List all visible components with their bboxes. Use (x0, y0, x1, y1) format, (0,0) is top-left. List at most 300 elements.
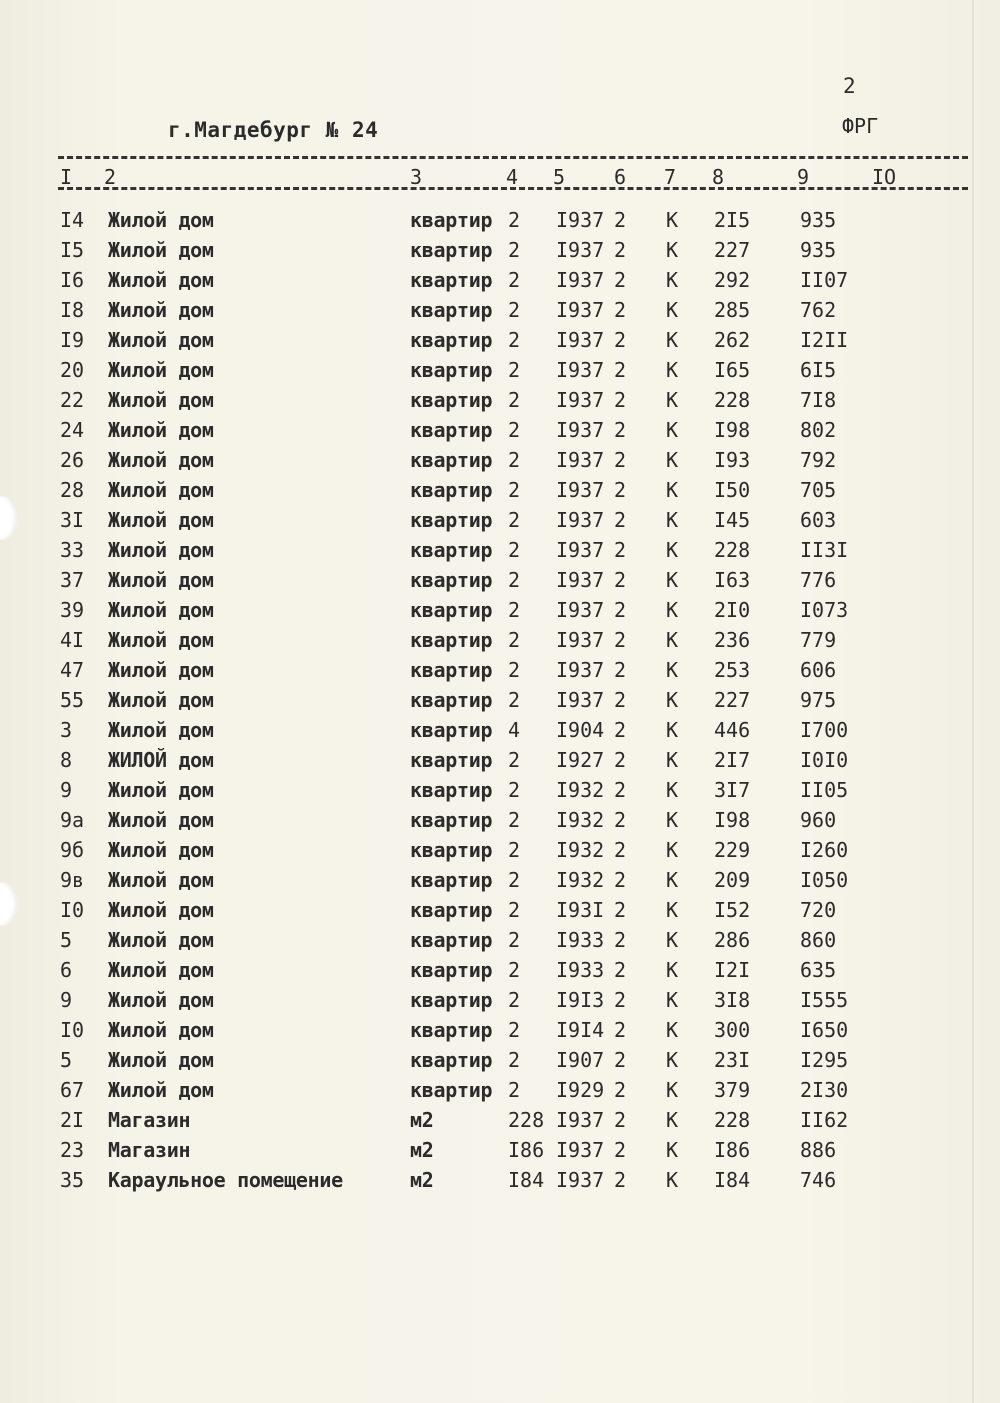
cell-year: I932 (556, 808, 605, 832)
cell-item-number: 28 (60, 478, 85, 502)
cell-area: 3I8 (714, 988, 751, 1012)
table-row (0, 1135, 1000, 1165)
cell-category: К (666, 1138, 679, 1162)
cell-area: 228 (714, 538, 751, 562)
cell-category: К (666, 1078, 679, 1102)
cell-area: 228 (714, 388, 751, 412)
cell-category: К (666, 238, 679, 262)
cell-quantity: 2 (508, 628, 521, 652)
cell-year: I937 (556, 1138, 605, 1162)
cell-year: I937 (556, 1168, 605, 1192)
cell-year: I937 (556, 1108, 605, 1132)
cell-year: I937 (556, 388, 605, 412)
cell-year: I937 (556, 208, 605, 232)
cell-area: I93 (714, 448, 751, 472)
cell-unit: квартир (410, 658, 493, 682)
table-row (0, 985, 1000, 1015)
cell-item-number: 22 (60, 388, 85, 412)
cell-quantity: 2 (508, 688, 521, 712)
cell-value: I2II (800, 328, 849, 352)
cell-object-name: Жилой дом (108, 478, 214, 502)
cell-unit: квартир (410, 928, 493, 952)
cell-item-number: I0 (60, 898, 85, 922)
cell-year: I937 (556, 478, 605, 502)
cell-item-number: 33 (60, 538, 85, 562)
cell-quantity: 2 (508, 538, 521, 562)
cell-object-name: Жилой дом (108, 208, 214, 232)
cell-quantity: 2 (508, 358, 521, 382)
cell-value: 606 (800, 658, 837, 682)
column-header: I (60, 165, 73, 189)
cell-category: К (666, 568, 679, 592)
cell-value: I0I0 (800, 748, 849, 772)
cell-quantity: 2 (508, 508, 521, 532)
cell-code-6: 2 (614, 1018, 627, 1042)
cell-year: I907 (556, 1048, 605, 1072)
cell-item-number: I5 (60, 238, 85, 262)
cell-quantity: 2 (508, 838, 521, 862)
table-row (0, 595, 1000, 625)
cell-object-name: Жилой дом (108, 628, 214, 652)
cell-quantity: 2 (508, 808, 521, 832)
cell-object-name: Жилой дом (108, 508, 214, 532)
cell-value: 792 (800, 448, 837, 472)
cell-code-6: 2 (614, 838, 627, 862)
cell-year: I93I (556, 898, 605, 922)
country-code: ФРГ (842, 114, 879, 138)
cell-item-number: 5 (60, 1048, 73, 1072)
column-header: 2 (104, 165, 117, 189)
table-body (0, 205, 1000, 1195)
cell-code-6: 2 (614, 958, 627, 982)
cell-area: 3I7 (714, 778, 751, 802)
table-row (0, 445, 1000, 475)
cell-object-name: Жилой дом (108, 388, 214, 412)
column-header: 5 (553, 165, 566, 189)
cell-item-number: 26 (60, 448, 85, 472)
cell-item-number: 9в (60, 868, 85, 892)
cell-category: К (666, 328, 679, 352)
cell-value: 960 (800, 808, 837, 832)
cell-area: 236 (714, 628, 751, 652)
table-row (0, 385, 1000, 415)
cell-year: I937 (556, 538, 605, 562)
cell-item-number: 3 (60, 718, 73, 742)
column-header: 3 (410, 165, 423, 189)
cell-value: II07 (800, 268, 849, 292)
column-header: IO (872, 165, 897, 189)
cell-category: К (666, 1048, 679, 1072)
cell-category: К (666, 598, 679, 622)
cell-unit: квартир (410, 508, 493, 532)
cell-unit: квартир (410, 418, 493, 442)
cell-quantity: 2 (508, 1048, 521, 1072)
cell-object-name: Жилой дом (108, 568, 214, 592)
cell-quantity: 2 (508, 568, 521, 592)
cell-year: I933 (556, 928, 605, 952)
cell-value: 6I5 (800, 358, 837, 382)
table-row (0, 715, 1000, 745)
cell-code-6: 2 (614, 1108, 627, 1132)
cell-object-name: Жилой дом (108, 268, 214, 292)
cell-year: I937 (556, 688, 605, 712)
cell-item-number: 9 (60, 778, 73, 802)
cell-unit: квартир (410, 628, 493, 652)
cell-code-6: 2 (614, 448, 627, 472)
cell-code-6: 2 (614, 598, 627, 622)
cell-item-number: I0 (60, 1018, 85, 1042)
cell-value: 975 (800, 688, 837, 712)
cell-value: I700 (800, 718, 849, 742)
cell-year: I932 (556, 868, 605, 892)
cell-year: I937 (556, 598, 605, 622)
cell-category: К (666, 508, 679, 532)
cell-category: К (666, 1018, 679, 1042)
cell-area: I45 (714, 508, 751, 532)
cell-quantity: I84 (508, 1168, 545, 1192)
cell-object-name: Жилой дом (108, 838, 214, 862)
cell-quantity: 2 (508, 328, 521, 352)
cell-object-name: Жилой дом (108, 598, 214, 622)
cell-unit: квартир (410, 1078, 493, 1102)
cell-object-name: Жилой дом (108, 868, 214, 892)
cell-area: I86 (714, 1138, 751, 1162)
cell-unit: квартир (410, 838, 493, 862)
cell-item-number: 9а (60, 808, 85, 832)
cell-year: I933 (556, 958, 605, 982)
cell-area: 229 (714, 838, 751, 862)
cell-code-6: 2 (614, 568, 627, 592)
cell-category: К (666, 958, 679, 982)
column-header: 4 (506, 165, 519, 189)
cell-item-number: 2I (60, 1108, 85, 1132)
cell-object-name: Жилой дом (108, 448, 214, 472)
cell-object-name: Жилой дом (108, 538, 214, 562)
cell-quantity: 2 (508, 238, 521, 262)
cell-value: I260 (800, 838, 849, 862)
cell-year: I937 (556, 508, 605, 532)
table-row (0, 805, 1000, 835)
table-row (0, 775, 1000, 805)
cell-value: II62 (800, 1108, 849, 1132)
column-header: 7 (664, 165, 677, 189)
cell-year: I937 (556, 628, 605, 652)
cell-code-6: 2 (614, 1168, 627, 1192)
cell-area: 446 (714, 718, 751, 742)
cell-unit: квартир (410, 238, 493, 262)
cell-unit: м2 (410, 1168, 434, 1192)
cell-value: 2I30 (800, 1078, 849, 1102)
cell-value: 935 (800, 208, 837, 232)
cell-area: I98 (714, 808, 751, 832)
table-row (0, 685, 1000, 715)
cell-value: 746 (800, 1168, 837, 1192)
cell-year: I904 (556, 718, 605, 742)
cell-quantity: 2 (508, 1078, 521, 1102)
cell-unit: квартир (410, 208, 493, 232)
table-row (0, 745, 1000, 775)
cell-category: К (666, 1108, 679, 1132)
cell-item-number: 55 (60, 688, 85, 712)
cell-unit: квартир (410, 718, 493, 742)
table-row (0, 1045, 1000, 1075)
column-header: 9 (797, 165, 810, 189)
cell-quantity: 2 (508, 748, 521, 772)
cell-quantity: 2 (508, 778, 521, 802)
cell-year: I937 (556, 358, 605, 382)
cell-object-name: Жилой дом (108, 928, 214, 952)
cell-category: К (666, 718, 679, 742)
cell-code-6: 2 (614, 718, 627, 742)
cell-value: 776 (800, 568, 837, 592)
table-row (0, 1105, 1000, 1135)
cell-quantity: 2 (508, 208, 521, 232)
cell-year: I932 (556, 778, 605, 802)
cell-object-name: Жилой дом (108, 808, 214, 832)
cell-category: К (666, 298, 679, 322)
cell-code-6: 2 (614, 418, 627, 442)
cell-code-6: 2 (614, 898, 627, 922)
cell-item-number: 35 (60, 1168, 85, 1192)
cell-code-6: 2 (614, 748, 627, 772)
table-row (0, 415, 1000, 445)
cell-item-number: 37 (60, 568, 85, 592)
table-row (0, 505, 1000, 535)
cell-code-6: 2 (614, 1078, 627, 1102)
cell-category: К (666, 538, 679, 562)
cell-item-number: 24 (60, 418, 85, 442)
cell-code-6: 2 (614, 238, 627, 262)
cell-category: К (666, 838, 679, 862)
cell-code-6: 2 (614, 778, 627, 802)
cell-item-number: 3I (60, 508, 85, 532)
cell-value: 802 (800, 418, 837, 442)
cell-area: I98 (714, 418, 751, 442)
cell-object-name: Караульное помещение (108, 1168, 343, 1192)
cell-unit: квартир (410, 598, 493, 622)
cell-area: I2I (714, 958, 751, 982)
cell-quantity: 2 (508, 898, 521, 922)
cell-code-6: 2 (614, 628, 627, 652)
cell-object-name: Жилой дом (108, 658, 214, 682)
cell-item-number: 5 (60, 928, 73, 952)
table-row (0, 1075, 1000, 1105)
cell-item-number: I6 (60, 268, 85, 292)
cell-area: 292 (714, 268, 751, 292)
cell-value: II05 (800, 778, 849, 802)
cell-year: I937 (556, 328, 605, 352)
cell-value: I073 (800, 598, 849, 622)
table-row (0, 895, 1000, 925)
cell-unit: квартир (410, 808, 493, 832)
cell-year: I937 (556, 448, 605, 472)
cell-unit: квартир (410, 748, 493, 772)
column-header: 8 (712, 165, 725, 189)
cell-area: 262 (714, 328, 751, 352)
cell-quantity: 2 (508, 598, 521, 622)
cell-quantity: 2 (508, 298, 521, 322)
cell-item-number: 8 (60, 748, 73, 772)
cell-object-name: Жилой дом (108, 418, 214, 442)
cell-value: I650 (800, 1018, 849, 1042)
cell-area: 2I7 (714, 748, 751, 772)
cell-area: 379 (714, 1078, 751, 1102)
cell-item-number: 67 (60, 1078, 85, 1102)
cell-year: I937 (556, 268, 605, 292)
cell-area: 285 (714, 298, 751, 322)
cell-code-6: 2 (614, 328, 627, 352)
cell-category: К (666, 748, 679, 772)
cell-object-name: Жилой дом (108, 328, 214, 352)
table-row (0, 205, 1000, 235)
cell-object-name: Жилой дом (108, 238, 214, 262)
table-row (0, 295, 1000, 325)
cell-category: К (666, 898, 679, 922)
cell-item-number: 6 (60, 958, 73, 982)
cell-category: К (666, 658, 679, 682)
table-row (0, 655, 1000, 685)
page-number: 2 (843, 74, 856, 98)
cell-category: К (666, 1168, 679, 1192)
cell-code-6: 2 (614, 508, 627, 532)
cell-quantity: 2 (508, 868, 521, 892)
table-row (0, 625, 1000, 655)
cell-object-name: Жилой дом (108, 778, 214, 802)
cell-area: 227 (714, 238, 751, 262)
table-row (0, 1165, 1000, 1195)
cell-code-6: 2 (614, 1048, 627, 1072)
cell-item-number: I8 (60, 298, 85, 322)
cell-unit: квартир (410, 988, 493, 1012)
cell-quantity: 2 (508, 448, 521, 472)
cell-object-name: Жилой дом (108, 298, 214, 322)
cell-object-name: Жилой дом (108, 1048, 214, 1072)
cell-unit: квартир (410, 268, 493, 292)
cell-area: I84 (714, 1168, 751, 1192)
cell-category: К (666, 808, 679, 832)
cell-object-name: Жилой дом (108, 358, 214, 382)
table-row (0, 265, 1000, 295)
cell-unit: квартир (410, 538, 493, 562)
cell-quantity: 2 (508, 958, 521, 982)
cell-value: 762 (800, 298, 837, 322)
table-row (0, 865, 1000, 895)
cell-area: I63 (714, 568, 751, 592)
cell-value: 886 (800, 1138, 837, 1162)
cell-item-number: I4 (60, 208, 85, 232)
cell-code-6: 2 (614, 388, 627, 412)
cell-area: 23I (714, 1048, 751, 1072)
cell-category: К (666, 418, 679, 442)
cell-unit: квартир (410, 388, 493, 412)
cell-code-6: 2 (614, 268, 627, 292)
cell-unit: квартир (410, 1048, 493, 1072)
cell-category: К (666, 448, 679, 472)
cell-year: I937 (556, 658, 605, 682)
table-row (0, 1015, 1000, 1045)
table-row (0, 835, 1000, 865)
cell-quantity: 228 (508, 1108, 545, 1132)
cell-code-6: 2 (614, 478, 627, 502)
cell-object-name: Жилой дом (108, 958, 214, 982)
cell-item-number: 20 (60, 358, 85, 382)
cell-area: I65 (714, 358, 751, 382)
cell-unit: квартир (410, 328, 493, 352)
cell-unit: квартир (410, 1018, 493, 1042)
cell-code-6: 2 (614, 928, 627, 952)
cell-unit: м2 (410, 1138, 434, 1162)
cell-unit: квартир (410, 868, 493, 892)
cell-quantity: 2 (508, 478, 521, 502)
cell-category: К (666, 628, 679, 652)
header-rule-top (58, 156, 968, 159)
cell-year: I937 (556, 238, 605, 262)
table-row (0, 565, 1000, 595)
cell-area: I52 (714, 898, 751, 922)
cell-category: К (666, 478, 679, 502)
cell-code-6: 2 (614, 208, 627, 232)
cell-area: 227 (714, 688, 751, 712)
cell-year: I937 (556, 418, 605, 442)
cell-area: 253 (714, 658, 751, 682)
cell-code-6: 2 (614, 538, 627, 562)
table-row (0, 355, 1000, 385)
cell-object-name: Жилой дом (108, 898, 214, 922)
cell-quantity: 2 (508, 268, 521, 292)
cell-unit: квартир (410, 358, 493, 382)
cell-value: 603 (800, 508, 837, 532)
cell-code-6: 2 (614, 298, 627, 322)
cell-code-6: 2 (614, 688, 627, 712)
cell-quantity: 4 (508, 718, 521, 742)
cell-object-name: Жилой дом (108, 718, 214, 742)
cell-area: 228 (714, 1108, 751, 1132)
table-row (0, 325, 1000, 355)
cell-code-6: 2 (614, 658, 627, 682)
cell-quantity: 2 (508, 418, 521, 442)
cell-object-name: Жилой дом (108, 688, 214, 712)
cell-code-6: 2 (614, 358, 627, 382)
cell-value: I050 (800, 868, 849, 892)
cell-value: I295 (800, 1048, 849, 1072)
cell-year: I937 (556, 298, 605, 322)
cell-category: К (666, 358, 679, 382)
cell-code-6: 2 (614, 868, 627, 892)
cell-value: 7I8 (800, 388, 837, 412)
cell-unit: квартир (410, 568, 493, 592)
cell-object-name: ЖИЛОЙ дом (108, 748, 214, 772)
cell-code-6: 2 (614, 1138, 627, 1162)
cell-object-name: Магазин (108, 1138, 191, 1162)
cell-item-number: 9б (60, 838, 85, 862)
cell-unit: м2 (410, 1108, 434, 1132)
table-row (0, 955, 1000, 985)
cell-value: II3I (800, 538, 849, 562)
cell-area: I50 (714, 478, 751, 502)
cell-object-name: Магазин (108, 1108, 191, 1132)
cell-item-number: 47 (60, 658, 85, 682)
cell-category: К (666, 778, 679, 802)
table-row (0, 925, 1000, 955)
cell-category: К (666, 868, 679, 892)
cell-item-number: 4I (60, 628, 85, 652)
cell-unit: квартир (410, 958, 493, 982)
table-row (0, 235, 1000, 265)
cell-value: 635 (800, 958, 837, 982)
cell-unit: квартир (410, 778, 493, 802)
cell-quantity: I86 (508, 1138, 545, 1162)
cell-value: 705 (800, 478, 837, 502)
